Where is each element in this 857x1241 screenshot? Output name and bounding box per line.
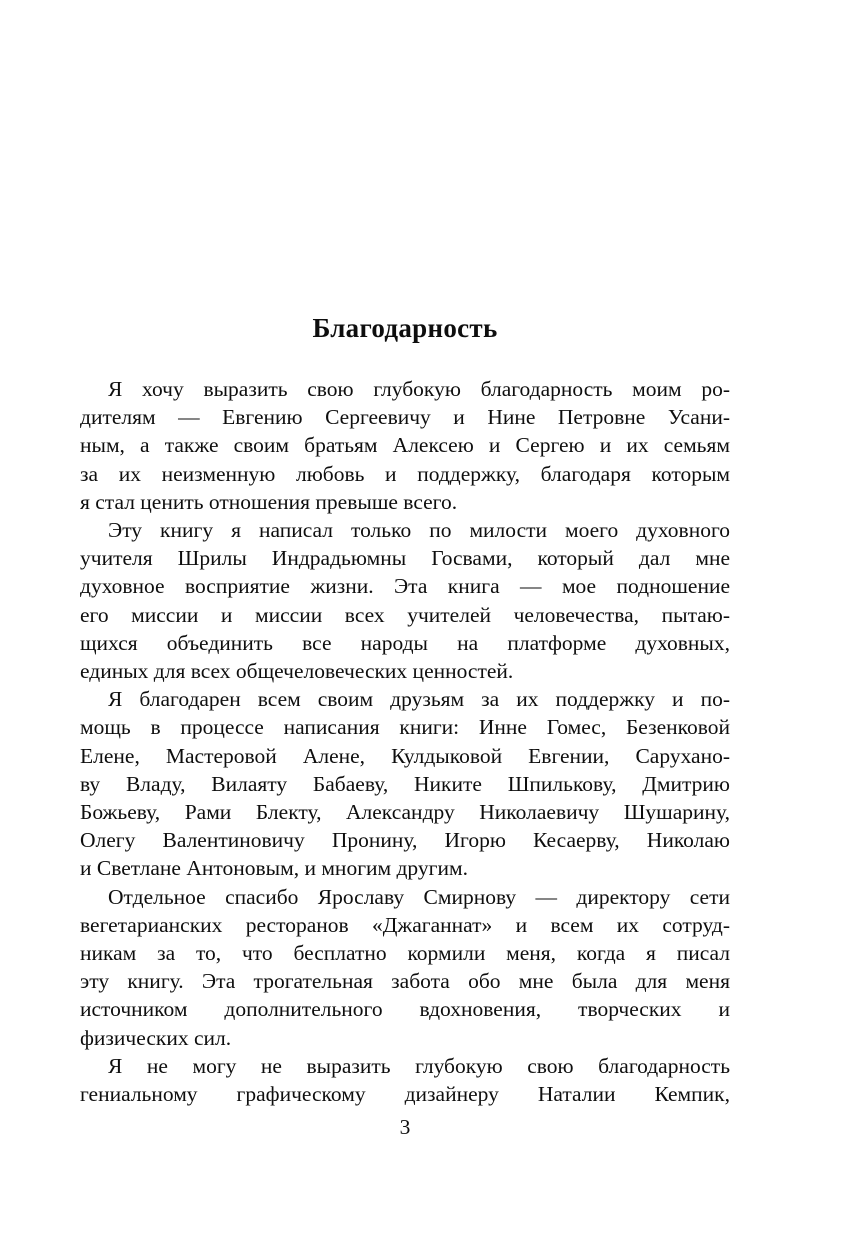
page-title: Благодарность [312,313,498,343]
text-line: Я хочу выразить свою глубокую благодарность моим ро- [108,377,730,401]
text-line: дителям — Евгению Сергеевичу и Нине Петровне Усани- [80,405,730,430]
text-line: за их неизменную любовь и поддержку, благодаря которым [80,461,730,486]
text-line: вегетарианских ресторанов «Джаганнат» и всем их сотруд- [80,912,730,937]
text-line: никам за то, что бесплатно кормили меня, когда я писал [80,941,730,966]
text-line: Я благодарен всем своим друзьям за их поддержку и по- [108,687,730,712]
text-line: Отдельное спасибо Ярославу Смирнову — директору сети [108,884,730,909]
text-line: мощь в процессе написания книги: Инне Гомес, Безенковой [80,715,730,740]
text-line: источником дополнительного вдохновения, творческих и [80,997,730,1022]
paragraph [80,1052,730,1108]
paragraph [80,685,730,882]
text-line: эту книгу. Эта трогательная забота обо мне была для меня [80,969,730,994]
text-line: Олегу Валентиновичу Пронину, Игорю Кесаерву, Николаю [80,828,730,853]
text-line: Божьеву, Рами Блекту, Александру Николаевичу Шушарину, [80,800,730,825]
text-line: Эту книгу я написал только по милости моего духовного [108,518,730,543]
page-number: 3 [399,1115,411,1139]
text-line: гениальному графическому дизайнеру Наталии Кемпик, [80,1082,730,1107]
text-line: учителя Шрилы Индрадьюмны Госвами, который дал мне [80,546,730,571]
text-line: Я не могу не выразить глубокую свою благодарность [108,1053,730,1078]
text-line: и Светлане Антоновым, и многим другим. [80,856,468,881]
text-line: ву Владу, Вилаяту Бабаеву, Никите Шпилькову, Дмитрию [80,771,730,796]
text-line: щихся объединить все народы на платформе духовных, [80,630,730,655]
text-line: духовное восприятие жизни. Эта книга — мое подношение [80,574,730,599]
text-line: физических сил. [80,1025,232,1050]
body-text [80,375,730,1108]
text-line: его миссии и миссии всех учителей человечества, пытаю- [80,602,730,627]
text-line: я стал ценить отношения превыше всего. [80,489,458,514]
text-line: Елене, Мастеровой Алене, Кулдыковой Евгении, Сарухано- [80,743,730,768]
text-line: ным, а также своим братьям Алексею и Сергею и их семьям [80,433,730,458]
paragraph [80,883,730,1052]
paragraph [80,375,730,516]
paragraph [80,516,730,685]
text-line: единых для всех общечеловеческих ценностей. [80,659,514,684]
